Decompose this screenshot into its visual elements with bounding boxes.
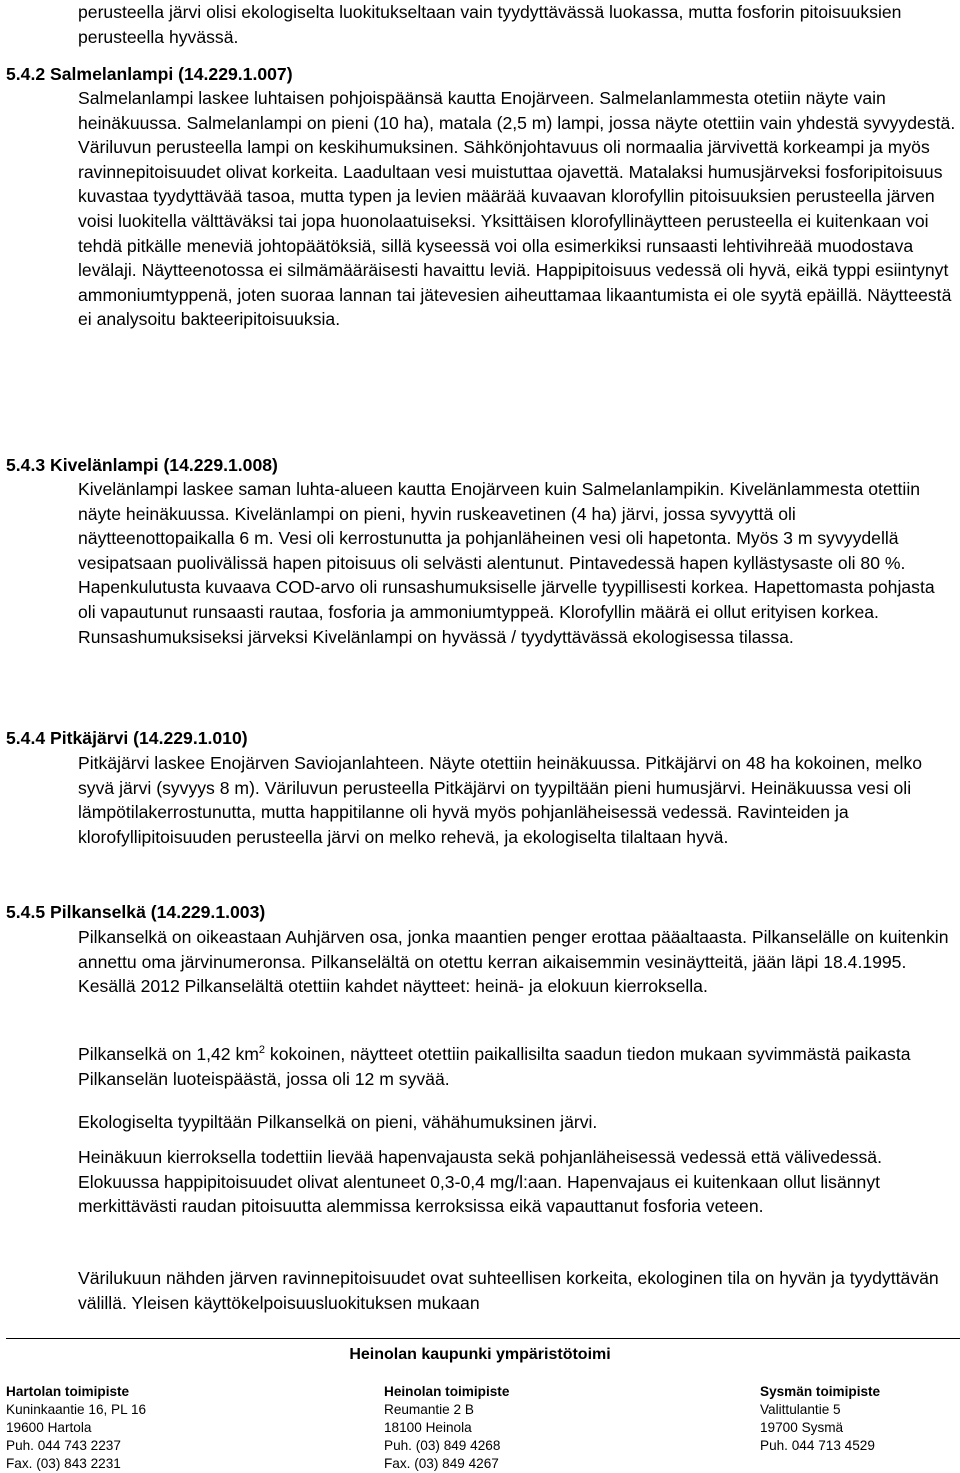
office-sysma <box>760 1383 880 1455</box>
office-phone: Puh. 044 713 4529 <box>760 1438 875 1453</box>
pilkanselka-paragraph-1: Pilkanselkä on oikeastaan Auhjärven osa, jonka maantien penger erottaa pääaltaasta. Pilkanselälle on kuitenkin annettu oma järvinumeronsa. Pilkanselältä on otettu kerran aikaisemmin vesinäytteitä, jään läpi 18.4.1995. Kesällä 2012 Pilkanselältä otettiin kahdet näytteet: heinä- ja elokuun kierroksella. <box>78 927 949 997</box>
section-text-salmelanlampi: Salmelanlampi laskee luhtaisen pohjoispäänsä kautta Enojärveen. Salmelanlammesta otetiin näyte vain heinäkuussa. Salmelanlampi on pieni (10 ha), matala (2,5 m) lampi, jossa näyte otettiin vain yhdestä syvyydestä. Väriluvun perusteella lampi on keskihumuksinen. Sähkönjohtavuus oli normaalia järvivettä korkeampi ja myös ravinnepitoisuudet olivat korkeita. Laadultaan vesi muistuttaa ojavettä. Matalaksi humusjärveksi fosforipitoisuus kuvastaa tyydyttävää tasoa, mutta typen ja levien määrää kuvaavan klorofyllin pitoisuuksien perusteella järven voisi luokitella välttäväksi tai jopa huonolaatuiseksi. Yksittäisen klorofyllinäytteen perusteella ei kuitenkaan voi tehdä pitkälle meneviä johtopäätöksiä, sillä kyseessä voi olla esimerkiksi runsaasti lehtivihreää muodostava levälaji. Näytteenotossa ei silmämääräisesti havaittu leviä. Happipitoisuus vedessä oli hyvä, eikä typpi esiintynyt ammoniumtyppenä, joten suoraa lannan tai jätevesien aiheuttamaa likaantumista ei ole syytä epäillä. Näytteestä ei analysoitu bakteeripitoisuuksia. <box>78 88 956 330</box>
office-fax: Fax. (03) 843 2231 <box>6 1456 121 1471</box>
footer-divider <box>6 1338 960 1339</box>
office-name: Sysmän toimipiste <box>760 1384 881 1399</box>
office-postal: 19600 Hartola <box>6 1420 92 1435</box>
office-name: Hartolan toimipiste <box>6 1384 130 1399</box>
pilkanselka-paragraph-3: Ekologiselta tyypiltään Pilkanselkä on pieni, vähähumuksinen järvi. <box>78 1112 598 1132</box>
intro-paragraph: perusteella järvi olisi ekologiselta luokitukseltaan vain tyydyttävässä luokassa, mutta fosforin pitoisuuksien perusteella hyvässä. <box>78 2 902 47</box>
office-postal: 18100 Heinola <box>384 1420 472 1435</box>
section-text-kivelanlampi: Kivelänlampi laskee saman luhta-alueen kautta Enojärveen kuin Salmelanlampikin. Kivelänlammesta otettiin näyte heinäkuussa. Kivelänlampi on pieni, hyvin ruskeavetinen (4 ha) järvi, jossa syvyyttä oli näytteenottopaikalla 6 m. Vesi oli kerrostunutta ja pohjanläheinen vesi oli hapetonta. Myös 3 m syvyydellä vesipatsaan puolivälissä hapen pitoisuus oli selvästi alentunut. Pintavedessä hapen kyllästysaste oli 80 %. Hapenkulutusta kuvaava COD-arvo oli runsashumuksiselle järvelle tyypillisesti korkea. Hapettomasta pohjasta oli vapautunut runsaasti rautaa, fosforia ja ammoniumtyppeä. Klorofyllin määrä ei ollut erityisen korkea. Runsashumuksiseksi järveksi Kivelänlampi on hyvässä / tyydyttävässä ekologisessa tilassa. <box>78 479 935 647</box>
section-text-pitkajarvi: Pitkäjärvi laskee Enojärven Saviojanlahteen. Näyte otettiin heinäkuussa. Pitkäjärvi on 48 ha kokoinen, melko syvä järvi (syvyys 8 m). Väriluvun perusteella Pitkäjärvi on tyypiltään pieni humusjärvi. Heinäkuussa vesi oli lämpötilakerrostunutta, mutta happitilanne oli hyvä myös pohjanläheisessä vedessä. Ravinteiden ja klorofyllipitoisuuden perusteella järvi on melko rehevä, ja ekologiselta tilaltaan hyvä. <box>78 753 923 847</box>
office-address: Kuninkaantie 16, PL 16 <box>6 1402 147 1417</box>
office-heinola <box>384 1383 509 1473</box>
office-phone: Puh. (03) 849 4268 <box>384 1438 501 1453</box>
pilkanselka-paragraph-4: Heinäkuun kierroksella todettiin lievää hapenvajausta sekä pohjanläheisessä vedessä että välivedessä. Elokuussa happipitoisuudet olivat alentuneet 0,3-0,4 mg/l:aan. Hapenvajaus ei kuitenkaan ollut lisännyt merkittävästi raudan pitoisuutta alemmissa kerroksissa eikä vapauttanut fosforia veteen. <box>78 1147 882 1217</box>
footer-title: Heinolan kaupunki ympäristötoimi <box>349 1346 611 1363</box>
section-heading-pitkajarvi: 5.4.4 Pitkäjärvi (14.229.1.010) <box>6 728 248 748</box>
area-unit-superscript: 2 <box>258 1044 266 1056</box>
section-heading-kivelanlampi: 5.4.3 Kivelänlampi (14.229.1.008) <box>6 455 278 475</box>
office-fax: Fax. (03) 849 4267 <box>384 1456 499 1471</box>
office-address: Reumantie 2 B <box>384 1402 474 1417</box>
section-heading-pilkanselka: 5.4.5 Pilkanselkä (14.229.1.003) <box>6 902 266 922</box>
office-name: Heinolan toimipiste <box>384 1384 510 1399</box>
office-hartola <box>6 1383 146 1473</box>
pilkanselka-paragraph-2 <box>78 1042 956 1091</box>
section-heading-salmelanlampi: 5.4.2 Salmelanlampi (14.229.1.007) <box>6 64 293 84</box>
office-address: Valittulantie 5 <box>760 1402 841 1417</box>
area-text: Pilkanselkä on 1,42 km <box>78 1044 259 1064</box>
office-postal: 19700 Sysmä <box>760 1420 844 1435</box>
area-text-rest: kokoinen, näytteet otettiin paikallisilta saadun tiedon mukaan syvimmästä paikasta Pilkanselän luoteispäästä, jossa oli 12 m syvää. <box>78 1044 911 1089</box>
pilkanselka-paragraph-5: Värilukuun nähden järven ravinnepitoisuudet ovat suhteellisen korkeita, ekologinen tila on hyvän ja tyydyttävän välillä. Yleisen käyttökelpoisuusluokituksen mukaan <box>78 1268 939 1313</box>
office-phone: Puh. 044 743 2237 <box>6 1438 121 1453</box>
